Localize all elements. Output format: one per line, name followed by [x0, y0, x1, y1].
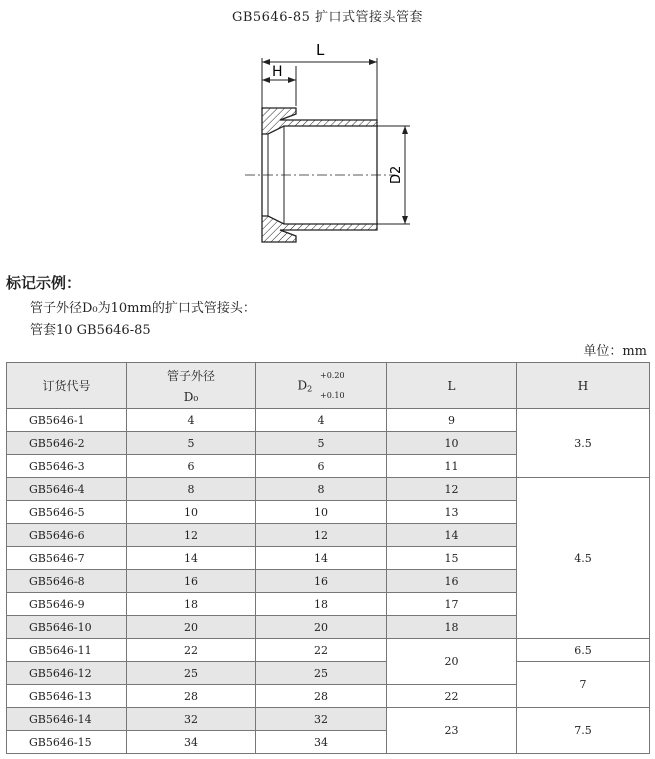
- cell-h: 7: [517, 662, 650, 708]
- header-l: L: [387, 363, 517, 409]
- cell-code: GB5646-8: [7, 570, 127, 593]
- cell-code: GB5646-5: [7, 501, 127, 524]
- tolerance-upper: +0.20: [320, 370, 345, 380]
- cell-h: 3.5: [517, 409, 650, 478]
- cell-code: GB5646-15: [7, 731, 127, 754]
- table-row: [7, 662, 650, 685]
- cell-h: 6.5: [517, 639, 650, 662]
- cell-code: GB5646-1: [7, 409, 127, 432]
- table-row: [7, 409, 650, 432]
- cell-l: 17: [387, 593, 517, 616]
- cell-l: 13: [387, 501, 517, 524]
- cell-l: 18: [387, 616, 517, 639]
- cell-code: GB5646-13: [7, 685, 127, 708]
- cell-d0: 22: [127, 639, 256, 662]
- cell-d2: 25: [256, 662, 387, 685]
- cell-d0: 32: [127, 708, 256, 731]
- table-row: [7, 639, 650, 662]
- cell-d0: 12: [127, 524, 256, 547]
- cell-code: GB5646-14: [7, 708, 127, 731]
- header-d0-symbol: D₀: [183, 390, 199, 404]
- cell-code: GB5646-10: [7, 616, 127, 639]
- cell-d2: 28: [256, 685, 387, 708]
- cell-code: GB5646-2: [7, 432, 127, 455]
- cell-d0: 20: [127, 616, 256, 639]
- cell-d0: 6: [127, 455, 256, 478]
- cell-d0: 25: [127, 662, 256, 685]
- cell-d0: 28: [127, 685, 256, 708]
- cell-d2: 18: [256, 593, 387, 616]
- header-d0: [127, 363, 256, 409]
- cell-d0: 5: [127, 432, 256, 455]
- cell-d0: 10: [127, 501, 256, 524]
- cell-l: 20: [387, 639, 517, 685]
- cell-d2: 20: [256, 616, 387, 639]
- cell-d2: 6: [256, 455, 387, 478]
- cell-h: 4.5: [517, 478, 650, 639]
- header-code: 订货代号: [7, 363, 127, 409]
- cell-d0: 8: [127, 478, 256, 501]
- header-d2-tolerance: [320, 366, 345, 406]
- table-row: [7, 478, 650, 501]
- cell-d2: 34: [256, 731, 387, 754]
- cell-code: GB5646-6: [7, 524, 127, 547]
- cell-d2: 14: [256, 547, 387, 570]
- header-h: H: [517, 363, 650, 409]
- cell-code: GB5646-12: [7, 662, 127, 685]
- cell-l: 23: [387, 708, 517, 754]
- header-d2-symbol: D: [297, 378, 308, 392]
- cell-code: GB5646-11: [7, 639, 127, 662]
- cell-d2: 12: [256, 524, 387, 547]
- header-d0-text: 管子外径: [166, 369, 215, 383]
- unit-label: 单位：mm: [583, 344, 647, 359]
- cell-d0: 16: [127, 570, 256, 593]
- cell-l: 14: [387, 524, 517, 547]
- cell-code: GB5646-4: [7, 478, 127, 501]
- cell-l: 16: [387, 570, 517, 593]
- spec-table: [6, 362, 650, 754]
- cell-d2: 10: [256, 501, 387, 524]
- dim-h-label: H: [272, 64, 283, 80]
- example-line-1: 管子外径D₀为10mm的扩口式管接头：: [30, 301, 256, 316]
- cell-l: 9: [387, 409, 517, 432]
- cell-d2: 5: [256, 432, 387, 455]
- cell-d0: 18: [127, 593, 256, 616]
- header-d2-sub: 2: [307, 384, 313, 393]
- flared-sleeve-drawing: [220, 38, 420, 258]
- table-row: [7, 708, 650, 731]
- cell-code: GB5646-9: [7, 593, 127, 616]
- cell-l: 11: [387, 455, 517, 478]
- tolerance-lower: +0.10: [320, 390, 345, 400]
- cell-d2: 8: [256, 478, 387, 501]
- cell-code: GB5646-7: [7, 547, 127, 570]
- cell-l: 10: [387, 432, 517, 455]
- cell-d2: 22: [256, 639, 387, 662]
- page-title: GB5646-85 扩口式管接头管套: [231, 10, 424, 25]
- dim-d2-label: D2: [389, 165, 404, 184]
- cell-l: 15: [387, 547, 517, 570]
- cell-d2: 16: [256, 570, 387, 593]
- example-heading: 标记示例：: [6, 274, 82, 292]
- cell-d0: 4: [127, 409, 256, 432]
- cell-l: 12: [387, 478, 517, 501]
- cell-code: GB5646-3: [7, 455, 127, 478]
- cell-d0: 14: [127, 547, 256, 570]
- example-line-2: 管套10 GB5646-85: [30, 323, 151, 338]
- cell-d2: 32: [256, 708, 387, 731]
- header-d2: [256, 363, 387, 409]
- cell-l: 22: [387, 685, 517, 708]
- cell-d2: 4: [256, 409, 387, 432]
- cell-d0: 34: [127, 731, 256, 754]
- dim-l-label: L: [316, 41, 325, 59]
- cell-h: 7.5: [517, 708, 650, 754]
- table-header-row: [7, 363, 650, 409]
